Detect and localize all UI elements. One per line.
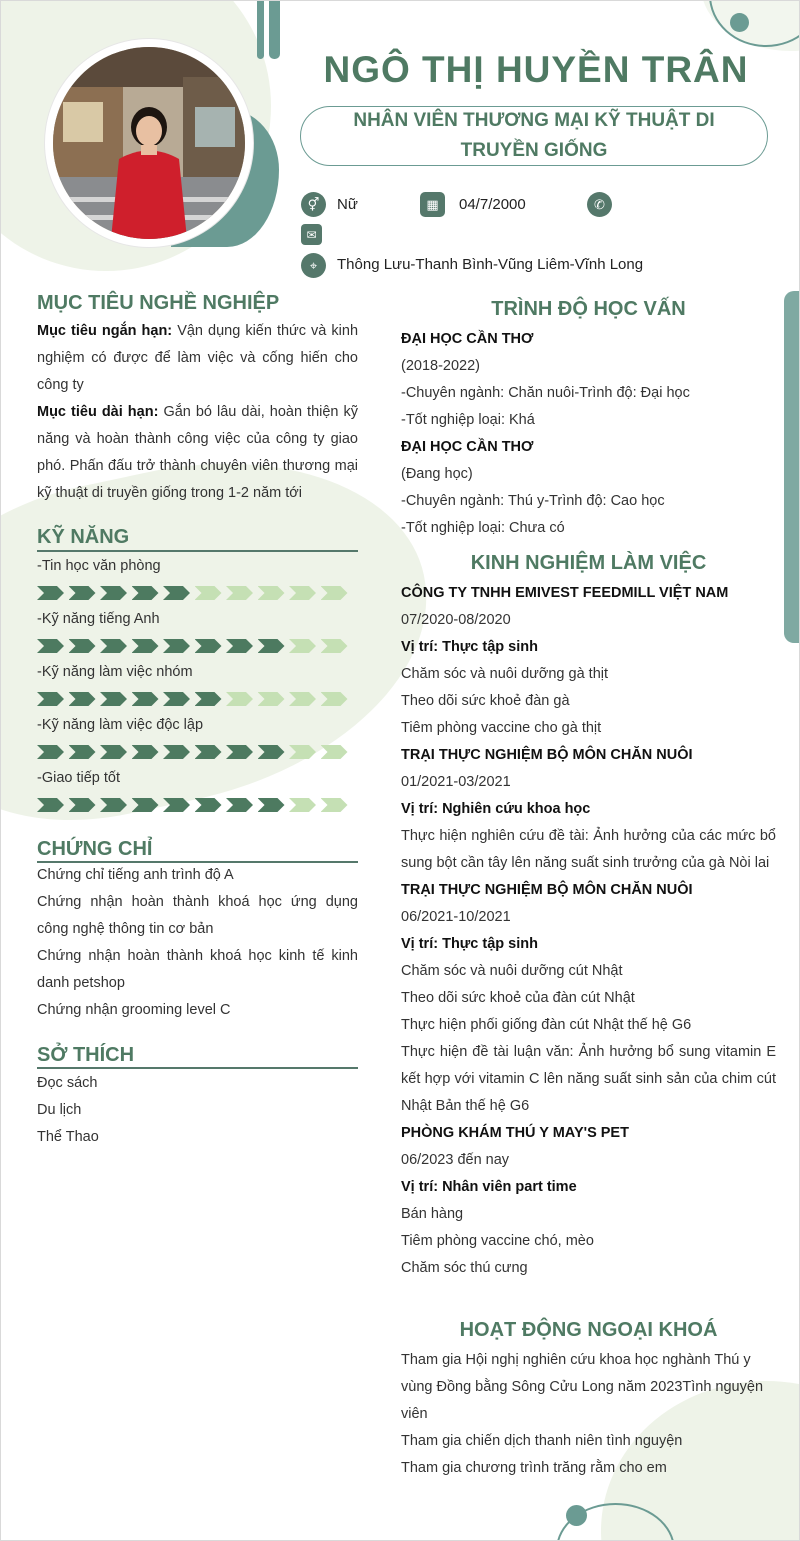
- activities-list: [401, 1347, 776, 1482]
- skill-chevron-empty: [321, 586, 348, 600]
- activity-item: Tham gia chương trình trăng rằm cho em: [401, 1460, 667, 1476]
- skill-chevron-filled: [69, 745, 96, 759]
- skill-chevron-filled: [195, 639, 222, 653]
- skill-chevron-filled: [195, 745, 222, 759]
- skill-meter: [37, 692, 352, 706]
- experience-title: KINH NGHIỆM LÀM VIỆC: [470, 552, 707, 574]
- job-task: Theo dõi sức khoẻ đàn gà: [401, 693, 570, 709]
- deco-ring-top: [709, 0, 800, 47]
- job-task: Chăm sóc và nuôi dưỡng cút Nhật: [401, 963, 623, 979]
- education-school: ĐẠI HỌC CẦN THƠ: [401, 331, 534, 347]
- education-list: [401, 326, 776, 542]
- skill-chevron-filled: [163, 639, 190, 653]
- skill-chevron-filled: [163, 745, 190, 759]
- skill-chevron-filled: [69, 586, 96, 600]
- skill-chevron-filled: [69, 639, 96, 653]
- skill-chevron-filled: [258, 798, 285, 812]
- skill-chevron-filled: [132, 798, 159, 812]
- job-task: Thực hiện phối giống đàn cút Nhật thế hệ G6: [401, 1017, 692, 1033]
- deco-bar-2: [269, 1, 280, 59]
- deco-dot-bottom: [566, 1505, 587, 1526]
- skill-chevron-filled: [226, 745, 253, 759]
- skill-chevron-filled: [37, 798, 64, 812]
- education-grade: -Tốt nghiệp loại: Chưa có: [401, 520, 565, 536]
- education-major: -Chuyên ngành: Chăn nuôi-Trình độ: Đại học: [401, 385, 690, 401]
- skill-chevron-empty: [195, 586, 222, 600]
- education-period: (Đang học): [401, 466, 473, 482]
- activities-title: HOẠT ĐỘNG NGOẠI KHOÁ: [459, 1319, 718, 1341]
- skill-chevron-filled: [37, 745, 64, 759]
- profile-photo-frame: [45, 39, 253, 247]
- skill-label: -Tin học văn phòng: [37, 558, 161, 574]
- skill-label: -Kỹ năng làm việc độc lập: [37, 717, 204, 733]
- education-period: (2018-2022): [401, 358, 480, 374]
- skill-chevron-empty: [289, 586, 316, 600]
- skill-chevron-filled: [163, 586, 190, 600]
- job-task: Chăm sóc thú cưng: [401, 1260, 528, 1276]
- skill-chevron-filled: [132, 745, 159, 759]
- experience-list: [401, 580, 776, 1282]
- skill-meter: [37, 798, 352, 812]
- profile-photo: [53, 47, 245, 239]
- job-task: Tiêm phòng vaccine cho gà thịt: [401, 720, 602, 736]
- hobbies-title: SỞ THÍCH: [37, 1044, 135, 1066]
- skill-label: -Kỹ năng tiếng Anh: [37, 611, 160, 627]
- deco-side-bar: [784, 291, 800, 643]
- objective-short-text: Vận dụng kiến thức và kinh nghiệm có được để làm việc và cống hiến cho công ty: [37, 323, 359, 393]
- skill-chevron-empty: [321, 798, 348, 812]
- skill-chevron-filled: [195, 798, 222, 812]
- job-title-box: [300, 106, 768, 166]
- job-period: 01/2021-03/2021: [401, 774, 511, 790]
- deco-bar-1: [257, 1, 264, 59]
- skill-chevron-empty: [321, 639, 348, 653]
- hobby-item: Thể Thao: [37, 1129, 99, 1145]
- certificate-item: Chứng nhận grooming level C: [37, 1002, 231, 1018]
- location-pin-icon: ⌖: [301, 253, 326, 278]
- skill-chevron-filled: [258, 639, 285, 653]
- skills-divider: [37, 550, 358, 552]
- skill-chevron-empty: [258, 586, 285, 600]
- job-task: Thực hiện nghiên cứu đề tài: Ảnh hưởng của các mức bổ sung bột cần tây lên năng suất sinh trưởng của gà Nòi lai: [401, 828, 776, 871]
- job-title: NHÂN VIÊN THƯƠNG MẠI KỸ THUẬT DI TRUYỀN GIỐNG: [353, 110, 715, 161]
- job-task: Bán hàng: [401, 1206, 464, 1222]
- skill-chevron-filled: [100, 639, 127, 653]
- objective-short-term: [37, 318, 358, 399]
- address-value: Thông Lưu-Thanh Bình-Vũng Liêm-Vĩnh Long: [337, 256, 644, 273]
- skills-title: KỸ NĂNG: [37, 526, 130, 548]
- skill-chevron-filled: [132, 639, 159, 653]
- skill-chevron-empty: [226, 586, 253, 600]
- skill-chevron-filled: [37, 639, 64, 653]
- certificates-title: CHỨNG CHỈ: [37, 838, 153, 860]
- job-task: Thực hiện đề tài luận văn: Ảnh hưởng bổ sung vitamin E kết hợp với vitamin C lên năng suất sinh sản của chim cút Nhật Bản thế hệ G6: [401, 1044, 776, 1114]
- mail-icon: ✉: [301, 224, 322, 245]
- skill-meter: [37, 745, 352, 759]
- deco-dot-top: [730, 13, 749, 32]
- skill-chevron-empty: [289, 692, 316, 706]
- skill-chevron-filled: [226, 639, 253, 653]
- job-role: Vị trí: Nhân viên part time: [401, 1179, 577, 1195]
- skill-chevron-filled: [163, 692, 190, 706]
- skill-chevron-filled: [100, 798, 127, 812]
- job-role: Vị trí: Thực tập sinh: [401, 639, 538, 655]
- skill-chevron-filled: [258, 745, 285, 759]
- birthdate-value: 04/7/2000: [459, 196, 526, 213]
- skill-meter: [37, 586, 352, 600]
- profile-photo-illustration: [53, 47, 245, 239]
- objective-title: MỤC TIÊU NGHỀ NGHIỆP: [37, 292, 280, 314]
- job-company: TRẠI THỰC NGHIỆM BỘ MÔN CHĂN NUÔI: [401, 882, 693, 898]
- gender-icon: ⚥: [301, 192, 326, 217]
- job-task: Theo dõi sức khoẻ của đàn cút Nhật: [401, 990, 635, 1006]
- skill-chevron-filled: [100, 745, 127, 759]
- activity-item: Tham gia chiến dịch thanh niên tình nguyện: [401, 1433, 683, 1449]
- skill-chevron-filled: [132, 692, 159, 706]
- gender-value: Nữ: [337, 196, 358, 213]
- job-period: 07/2020-08/2020: [401, 612, 511, 628]
- skill-chevron-empty: [226, 692, 253, 706]
- skill-chevron-empty: [289, 745, 316, 759]
- phone-icon: ✆: [587, 192, 612, 217]
- objective-long-term: [37, 399, 358, 507]
- job-task: Tiêm phòng vaccine chó, mèo: [401, 1233, 594, 1249]
- objective-long-text: Gắn bó lâu dài, hoàn thiện kỹ năng và hoàn thành công việc của công ty giao phó. Phấn đấu trở thành chuyên viên thương mại kỹ thuật di truyền giống trong 1-2 năm tới: [37, 404, 359, 501]
- certificate-item: Chứng chỉ tiếng anh trình độ A: [37, 867, 234, 883]
- job-role: Vị trí: Nghiên cứu khoa học: [401, 801, 591, 817]
- skill-chevron-filled: [69, 692, 96, 706]
- calendar-icon: ▦: [420, 192, 445, 217]
- skill-chevron-filled: [100, 586, 127, 600]
- objective-long-label: Mục tiêu dài hạn:: [37, 404, 159, 420]
- job-company: CÔNG TY TNHH EMIVEST FEEDMILL VIỆT NAM: [401, 585, 729, 601]
- hobby-item: Đọc sách: [37, 1075, 98, 1091]
- skill-chevron-filled: [37, 692, 64, 706]
- education-title: TRÌNH ĐỘ HỌC VẤN: [491, 298, 686, 320]
- hobbies-divider: [37, 1067, 358, 1069]
- skill-chevron-filled: [69, 798, 96, 812]
- certificate-item: Chứng nhận hoàn thành khoá học ứng dụng công nghệ thông tin cơ bản: [37, 894, 358, 937]
- skill-chevron-empty: [321, 692, 348, 706]
- skill-chevron-empty: [321, 745, 348, 759]
- skill-chevron-filled: [37, 586, 64, 600]
- candidate-name: NGÔ THỊ HUYỀN TRÂN: [323, 49, 749, 90]
- objective-short-label: Mục tiêu ngắn hạn:: [37, 323, 173, 339]
- skill-label: -Kỹ năng làm việc nhóm: [37, 664, 193, 680]
- education-grade: -Tốt nghiệp loại: Khá: [401, 412, 535, 428]
- skill-chevron-empty: [289, 639, 316, 653]
- skill-chevron-filled: [132, 586, 159, 600]
- certificate-item: Chứng nhận hoàn thành khoá học kinh tế kinh danh petshop: [37, 948, 358, 991]
- hobby-item: Du lịch: [37, 1102, 82, 1118]
- skill-label: -Giao tiếp tốt: [37, 770, 121, 786]
- skill-chevron-filled: [100, 692, 127, 706]
- job-company: TRẠI THỰC NGHIỆM BỘ MÔN CHĂN NUÔI: [401, 747, 693, 763]
- skill-chevron-empty: [289, 798, 316, 812]
- job-period: 06/2021-10/2021: [401, 909, 511, 925]
- job-period: 06/2023 đến nay: [401, 1152, 510, 1168]
- skill-chevron-empty: [258, 692, 285, 706]
- job-role: Vị trí: Thực tập sinh: [401, 936, 538, 952]
- activity-item: Tham gia Hội nghị nghiên cứu khoa học nghành Thú y vùng Đồng bằng Sông Cửu Long năm 2023Tình nguyện viên: [401, 1352, 764, 1422]
- job-task: Chăm sóc và nuôi dưỡng gà thịt: [401, 666, 609, 682]
- education-school: ĐẠI HỌC CẦN THƠ: [401, 439, 534, 455]
- education-major: -Chuyên ngành: Thú y-Trình độ: Cao học: [401, 493, 665, 509]
- job-company: PHÒNG KHÁM THÚ Y MAY'S PET: [401, 1125, 629, 1141]
- skill-meter: [37, 639, 352, 653]
- skill-chevron-filled: [195, 692, 222, 706]
- skill-chevron-filled: [163, 798, 190, 812]
- skill-chevron-filled: [226, 798, 253, 812]
